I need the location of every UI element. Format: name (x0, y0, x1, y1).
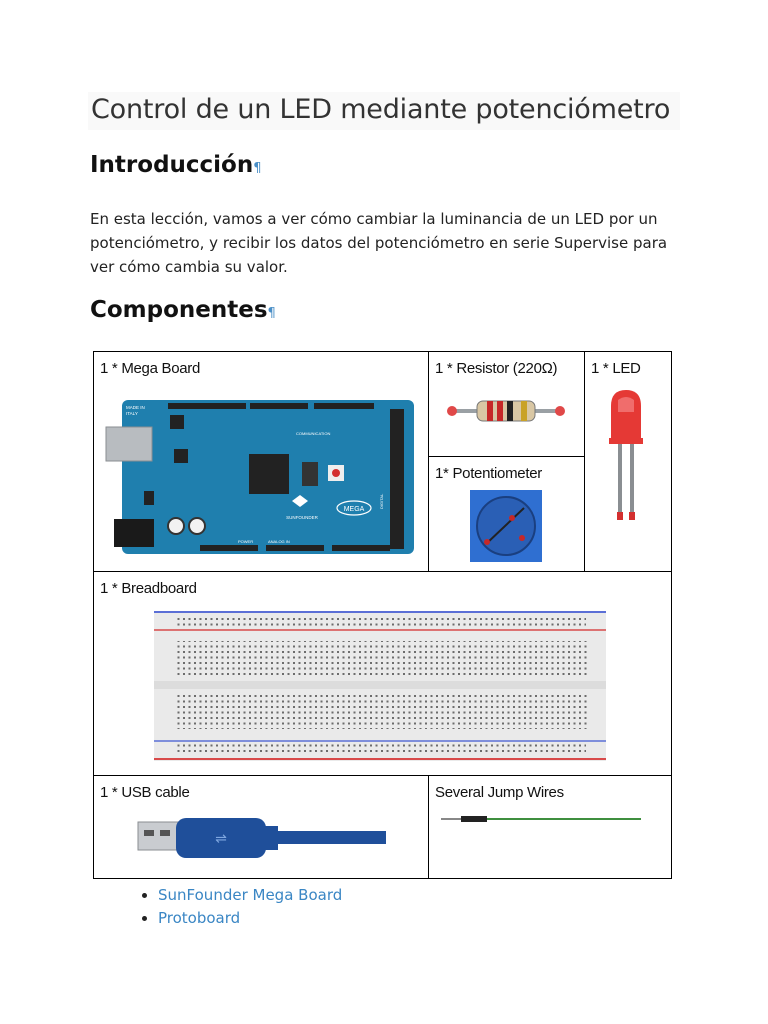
potentiometer-image (470, 490, 542, 562)
list-item (158, 907, 342, 930)
components-table (93, 351, 672, 879)
cell-jump-wires (429, 776, 672, 879)
title-banner (88, 92, 680, 130)
intro-anchor-link[interactable]: ¶ (253, 161, 262, 176)
components-heading-text: Componentes (90, 297, 268, 323)
board-communication-text: COMMUNICATION (296, 431, 331, 436)
led-label: 1 * LED (591, 360, 641, 377)
board-digital-text: DIGITAL (379, 493, 384, 509)
cell-led (585, 352, 672, 572)
jump-wire-image (439, 814, 643, 824)
resistor-image (447, 398, 565, 424)
components-anchor-link[interactable]: ¶ (267, 306, 276, 321)
svg-text:⇌: ⇌ (215, 831, 227, 847)
component-links-list (130, 884, 342, 930)
mega-board-image (100, 397, 416, 557)
led-image (605, 386, 649, 522)
mega-board-label: 1 * Mega Board (100, 360, 201, 377)
cell-mega-board (94, 352, 429, 572)
page-title: Control de un LED mediante potenciómetro (91, 94, 671, 125)
resistor-label: 1 * Resistor (220Ω) (435, 360, 558, 377)
board-model-text: MEGA (343, 506, 365, 513)
breadboard-label: 1 * Breadboard (100, 580, 197, 597)
cell-resistor (429, 352, 585, 457)
cell-potentiometer (429, 457, 585, 572)
list-item (158, 884, 342, 907)
cell-usb-cable (94, 776, 429, 879)
intro-heading (90, 152, 262, 178)
components-heading (90, 297, 276, 323)
breadboard-image (154, 611, 606, 761)
cell-breadboard (94, 572, 672, 776)
intro-paragraph: En esta lección, vamos a ver cómo cambiar la luminancia de un LED por un potenciómetro, y recibir los datos del potenciómetro en serie Supervise para ver cómo cambia su valor. (90, 210, 668, 276)
usb-cable-label: 1 * USB cable (100, 784, 190, 801)
intro-heading-text: Introducción (90, 152, 254, 178)
sunfounder-mega-link[interactable]: SunFounder Mega Board (158, 886, 343, 904)
board-power-text: POWER (238, 539, 254, 544)
board-italy-text: ITALY (126, 411, 138, 416)
jump-wires-label: Several Jump Wires (435, 784, 564, 801)
board-made-in-text: MADE IN (126, 405, 145, 410)
usb-cable-image (136, 814, 388, 864)
potentiometer-label: 1* Potentiometer (435, 465, 542, 482)
board-analog-text: ANALOG IN (268, 539, 290, 544)
protoboard-link[interactable]: Protoboard (158, 909, 241, 927)
board-brand-text: SUNFOUNDER (286, 515, 318, 520)
